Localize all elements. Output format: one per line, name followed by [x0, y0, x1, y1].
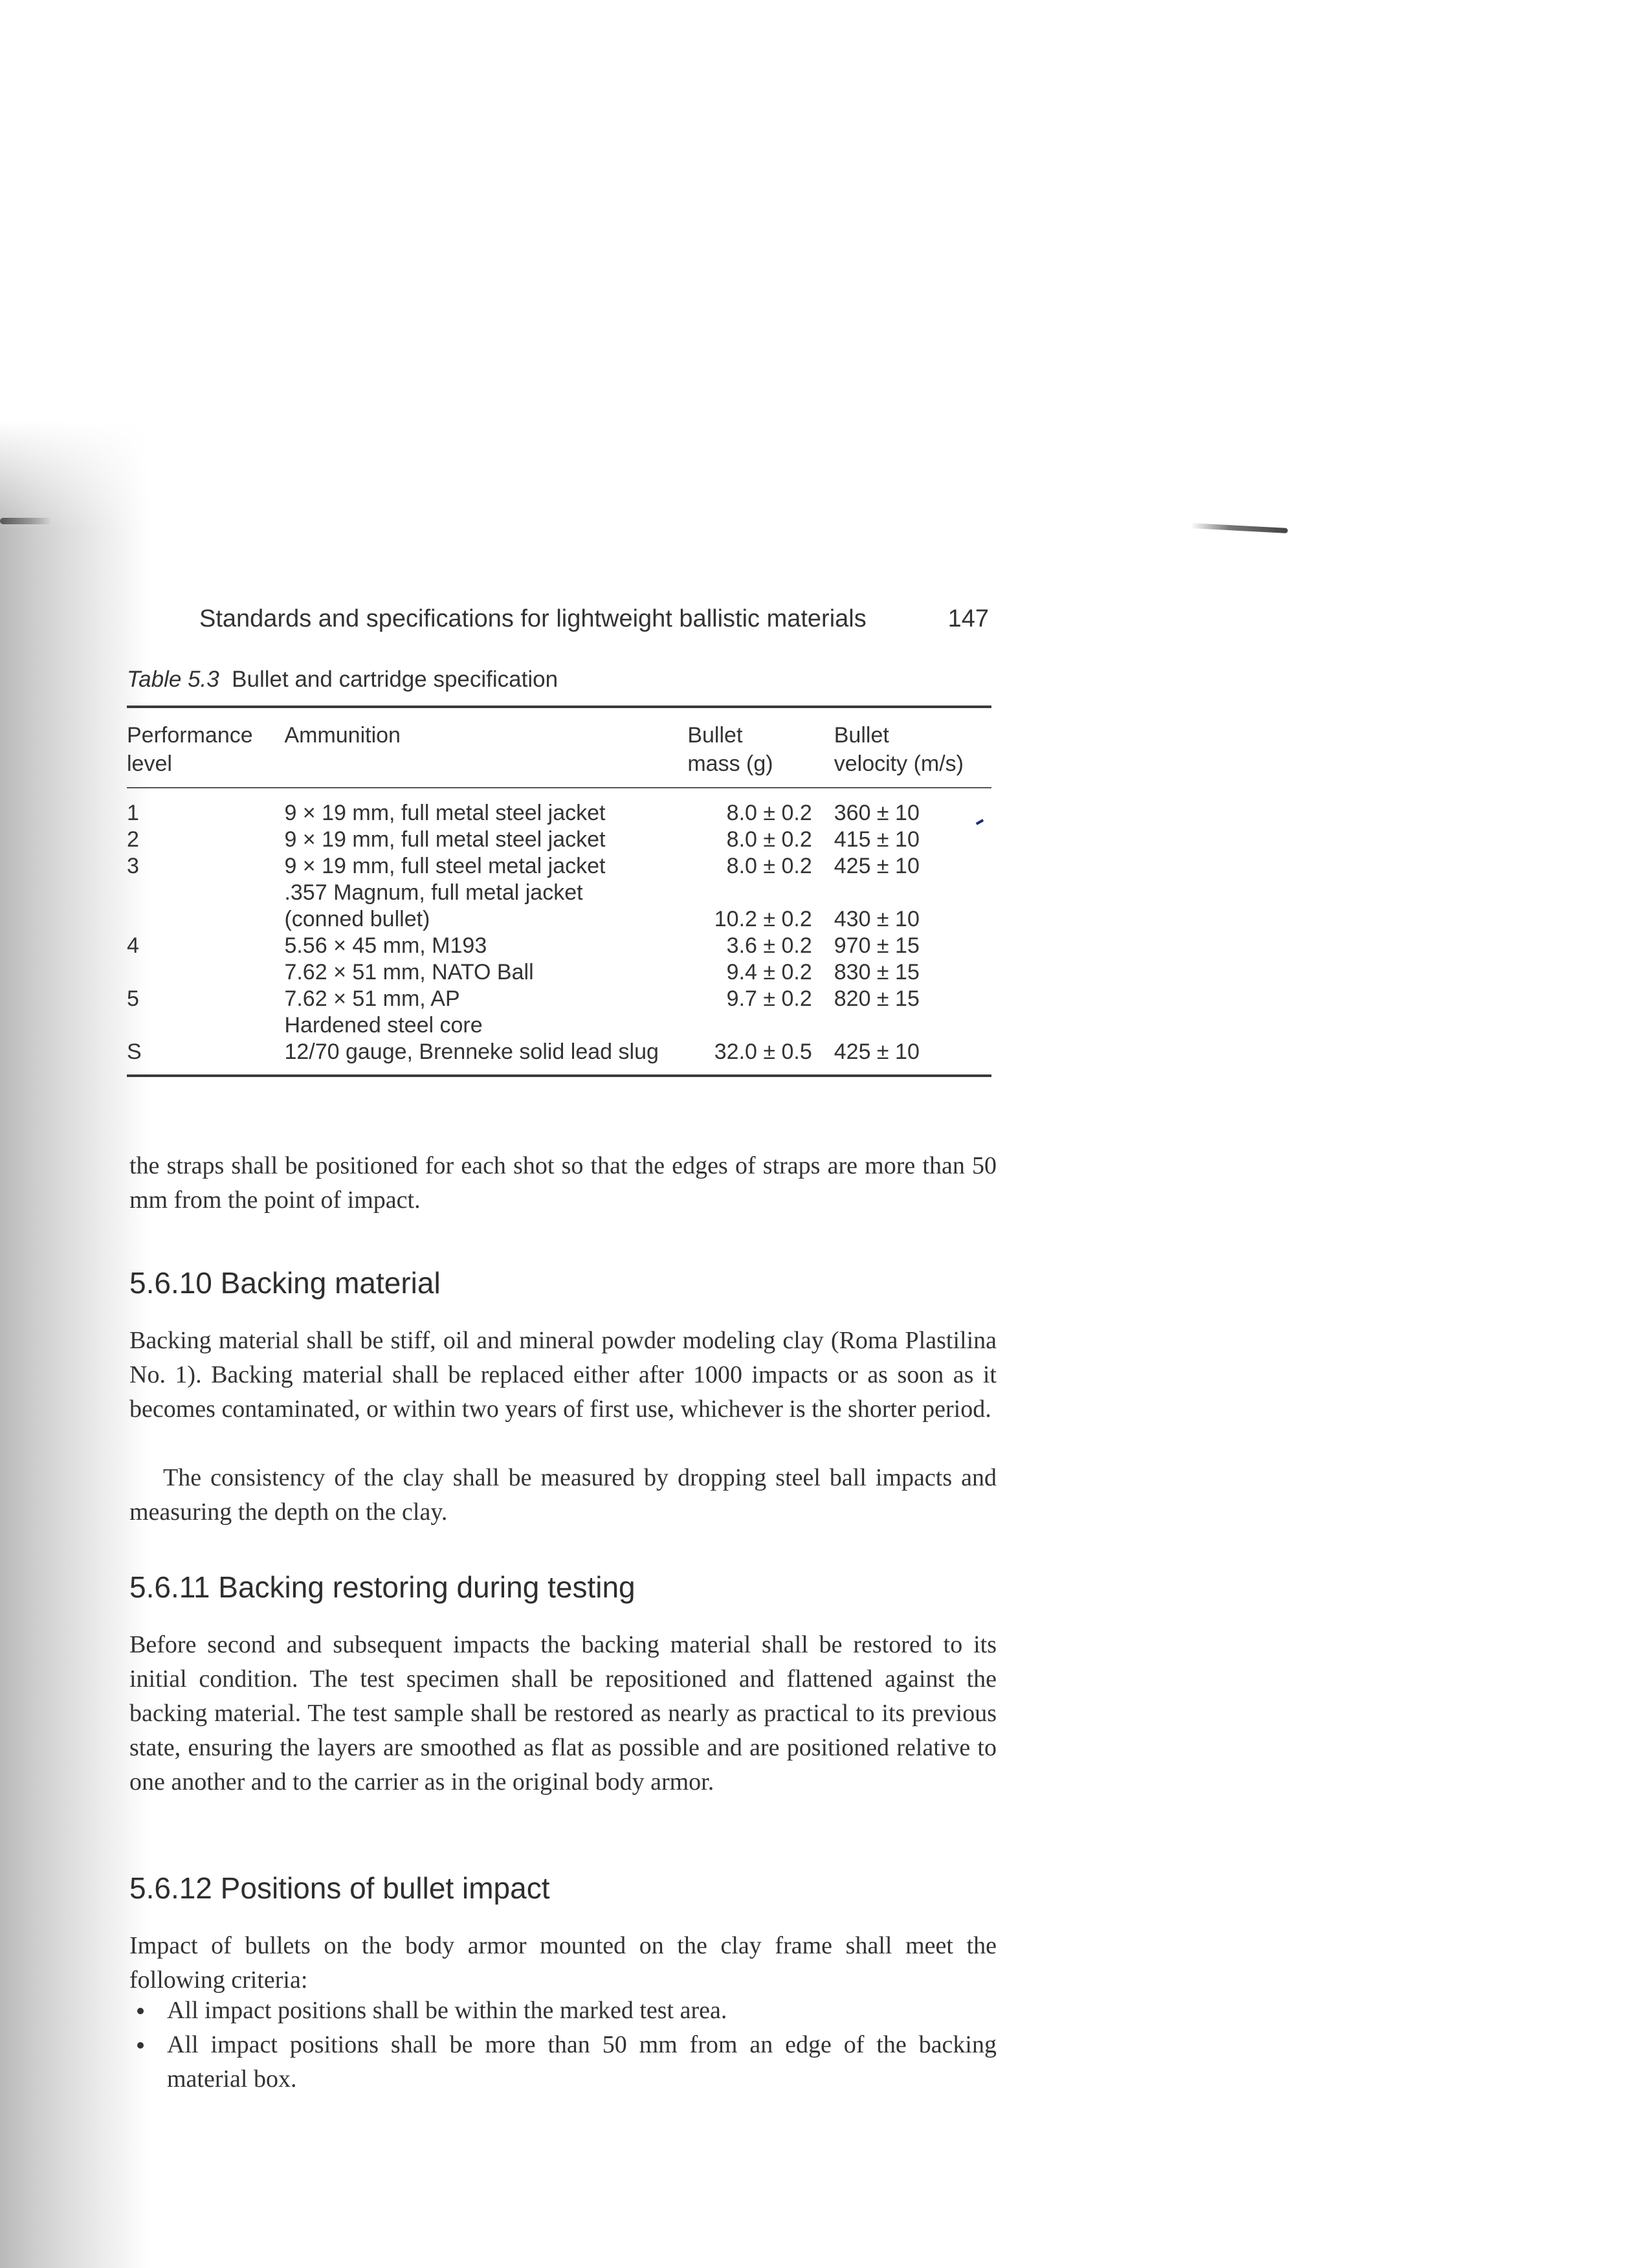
- cell-level: 3: [127, 854, 139, 878]
- impact-criteria-list: [129, 1994, 997, 2096]
- cell-velocity: 970 ± 15: [834, 933, 920, 958]
- cell-mass: 32.0 ± 0.5: [714, 1040, 812, 1064]
- cell-mass: 9.7 ± 0.2: [726, 986, 812, 1011]
- running-head-title: Standards and specifications for lightweight ballistic materials: [199, 605, 867, 632]
- cell-level: 2: [127, 827, 139, 852]
- header-velocity-line-1: Bullet: [834, 723, 889, 748]
- header-level-line-1: Performance: [127, 723, 253, 748]
- cell-mass: [687, 880, 834, 906]
- heading-5-6-11: 5.6.11 Backing restoring during testing: [129, 1570, 636, 1604]
- header-level-line-2: level: [127, 751, 172, 776]
- cell-velocity: 415 ± 10: [834, 827, 920, 852]
- cell-velocity: [834, 1012, 991, 1039]
- table-row: [127, 906, 991, 933]
- header-bullet-mass: [687, 708, 834, 787]
- cell-level: [127, 906, 284, 933]
- cell-velocity: 430 ± 10: [834, 907, 920, 931]
- cell-level: 5: [127, 986, 139, 1011]
- list-item-text: All impact positions shall be more than 50 mm from an edge of the backing material box.: [167, 2031, 997, 2093]
- heading-5-6-10: 5.6.10 Backing material: [129, 1266, 441, 1300]
- cell-mass: [687, 1012, 834, 1039]
- cell-ammunition: 9 × 19 mm, full metal steel jacket: [284, 801, 606, 825]
- cell-ammunition: Hardened steel core: [284, 1013, 483, 1038]
- heading-5-6-12: 5.6.12 Positions of bullet impact: [129, 1871, 550, 1905]
- cell-mass: 3.6 ± 0.2: [726, 933, 812, 958]
- list-item: [129, 2028, 997, 2096]
- list-item-text: All impact positions shall be within the marked test area.: [167, 1997, 727, 2024]
- cell-velocity: 360 ± 10: [834, 801, 920, 825]
- header-performance-level: [127, 708, 284, 787]
- table-caption: [127, 667, 558, 693]
- paragraph-straps: the straps shall be positioned for each shot so that the edges of straps are more than 50 mm from the point of impact.: [129, 1152, 997, 1214]
- spec-table-container: [127, 706, 991, 1077]
- header-ammunition: Ammunition: [284, 723, 401, 748]
- cell-level: 1: [127, 801, 139, 825]
- header-mass-line-1: Bullet: [687, 723, 743, 748]
- scan-edge-mark-right: [1191, 523, 1288, 533]
- bullet-spec-table: [127, 708, 991, 1074]
- cell-velocity: 425 ± 10: [834, 854, 920, 878]
- table-row: [127, 959, 991, 986]
- table-row: [127, 1012, 991, 1039]
- table-caption-label: Table 5.3: [127, 667, 219, 692]
- cell-velocity: 425 ± 10: [834, 1040, 920, 1064]
- cell-ammunition: 12/70 gauge, Brenneke solid lead slug: [284, 1040, 659, 1064]
- cell-ammunition: .357 Magnum, full metal jacket: [284, 880, 583, 905]
- cell-mass: 8.0 ± 0.2: [726, 827, 812, 852]
- cell-velocity: [834, 880, 991, 906]
- paragraph-clay-consistency: The consistency of the clay shall be measured by dropping steel ball impacts and measuring the depth on the clay.: [129, 1464, 997, 1526]
- page-number: 147: [947, 605, 989, 632]
- cell-level: S: [127, 1040, 142, 1064]
- paragraph-backing-restoring: Before second and subsequent impacts the backing material shall be restored to its initial condition. The test specimen shall be repositioned and flattened against the backing material. The test sample shall be restored as nearly as practical to its previous state, ensuring the layers are smoothed as flat as possible and are positioned relative to one another and to the carrier as in the original body armor.: [129, 1631, 997, 1796]
- header-bullet-velocity: [834, 708, 991, 787]
- scan-edge-mark-left: [0, 518, 52, 524]
- cell-level: [127, 959, 284, 986]
- cell-mass: 9.4 ± 0.2: [726, 960, 812, 984]
- cell-level: 4: [127, 933, 139, 958]
- binding-shadow-fade: [0, 0, 149, 531]
- table-row: [127, 986, 991, 1012]
- table-row: [127, 827, 991, 853]
- cell-ammunition: (conned bullet): [284, 907, 430, 931]
- cell-mass: 8.0 ± 0.2: [726, 801, 812, 825]
- paragraph-backing-material: Backing material shall be stiff, oil and mineral powder modeling clay (Roma Plastilina No. 1). Backing material shall be replaced either after 1000 impacts or as soon as it becomes contaminated, or within two years of first use, whichever is the shorter period.: [129, 1327, 997, 1423]
- cell-mass: 10.2 ± 0.2: [714, 907, 812, 931]
- table-row: [127, 788, 991, 827]
- cell-ammunition: 7.62 × 51 mm, NATO Ball: [284, 960, 534, 984]
- table-row: [127, 933, 991, 959]
- cell-level: [127, 880, 284, 906]
- table-row: [127, 880, 991, 906]
- cell-ammunition: 9 × 19 mm, full steel metal jacket: [284, 854, 606, 878]
- table-row: [127, 853, 991, 880]
- table-row: [127, 1039, 991, 1074]
- bullet-icon: [137, 2042, 144, 2049]
- running-head: [199, 605, 989, 633]
- header-mass-line-2: mass (g): [687, 751, 773, 776]
- cell-velocity: 820 ± 15: [834, 986, 920, 1011]
- list-item: [129, 1994, 997, 2028]
- cell-ammunition: 9 × 19 mm, full metal steel jacket: [284, 827, 606, 852]
- paragraph-impact-criteria: Impact of bullets on the body armor mounted on the clay frame shall meet the following criteria:: [129, 1932, 997, 1994]
- cell-mass: 8.0 ± 0.2: [726, 854, 812, 878]
- cell-ammunition: 7.62 × 51 mm, AP: [284, 986, 460, 1011]
- bullet-icon: [137, 2008, 144, 2014]
- table-header-row: [127, 708, 991, 787]
- cell-velocity: 830 ± 15: [834, 960, 920, 984]
- header-velocity-line-2: velocity (m/s): [834, 751, 964, 776]
- cell-ammunition: 5.56 × 45 mm, M193: [284, 933, 487, 958]
- table-caption-text: Bullet and cartridge specification: [232, 667, 558, 692]
- cell-level: [127, 1012, 284, 1039]
- table-bottom-rule: [127, 1074, 991, 1077]
